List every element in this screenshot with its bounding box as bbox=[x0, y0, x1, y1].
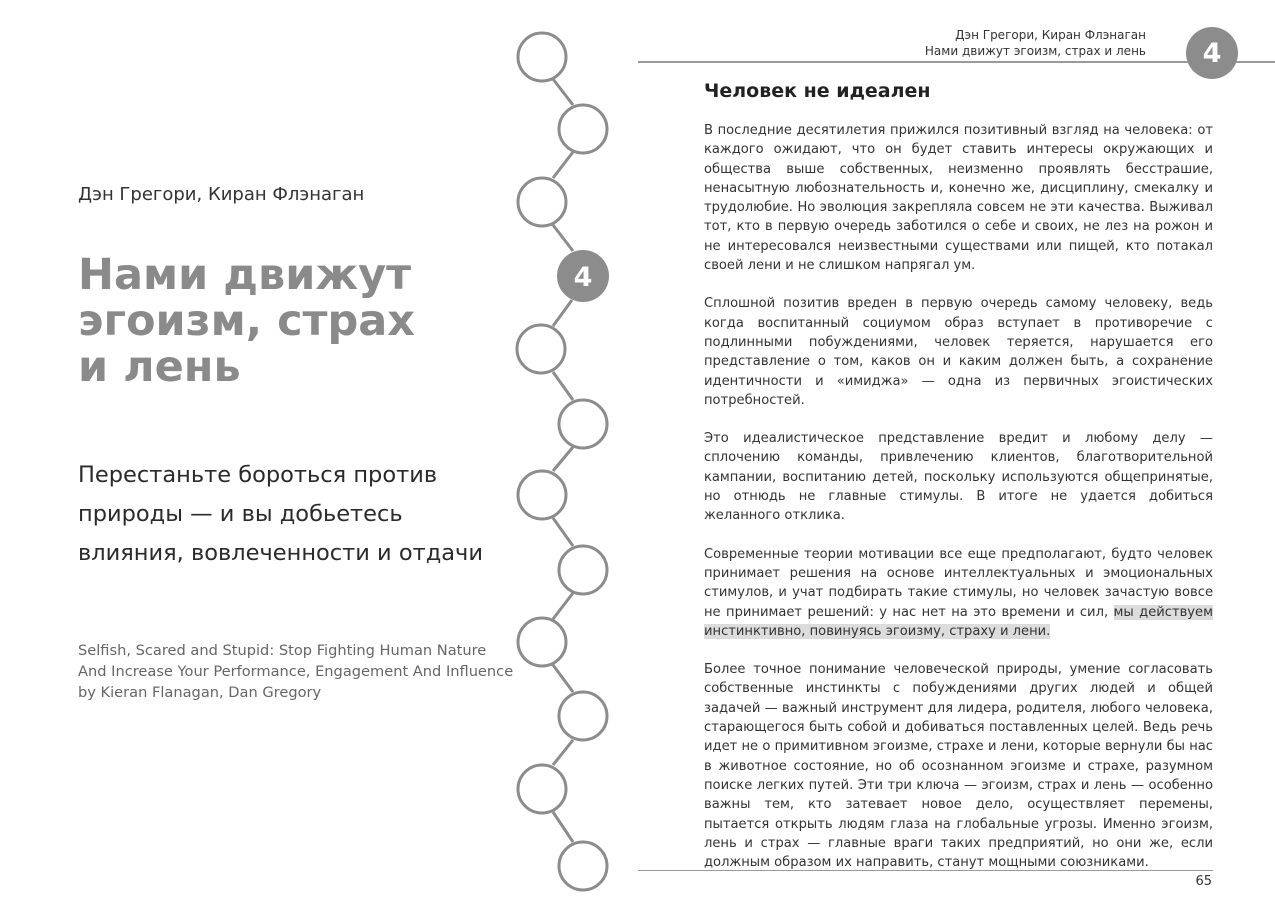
book-title-line: и лень bbox=[78, 342, 241, 392]
chain-link bbox=[553, 152, 573, 178]
subtitle-line: Перестаньте бороться против bbox=[78, 462, 438, 488]
chain-link bbox=[553, 665, 573, 692]
chain-link bbox=[553, 225, 573, 251]
subtitle-line: влияния, вовлеченности и отдачи bbox=[78, 540, 483, 566]
chain-link bbox=[553, 518, 573, 546]
paragraph-text: Современные теории мотивации все еще предполагают, будто человек принимает решения на основе интеллектуальных и эмоциональных стимулов, и учат подбирать такие стимулы, но человек зачастую вовсе не принимает решений: у нас нет на это времени и сил, bbox=[704, 546, 1213, 620]
chain-ring bbox=[518, 178, 566, 226]
chain-ring bbox=[518, 765, 566, 813]
chain-link bbox=[553, 593, 573, 619]
paragraph: Более точное понимание человеческой природы, умение согласовать собственные инстинкты с побуждениями других людей и общей задачей — важный инструмент для лидера, родителя, любого человека, старающегося быть собой и добиваться поставленных целей. Ведь речь идет не о примитивном эгоизме, страхе и лени, которые вернули бы нас в животное состояние, но об осознанном эгоизме и страхе, разумном поиске легких путей. Эти три ключа — эгоизм, страх и лень — особенно важны тем, кто затевает новое дело, осуществляет перемены, пытается открыть людям глаза на глобальные угрозы. Именно эгоизм, лень и страх — главные враги таких предприятий, но они же, если должным образом их направить, станут мощными союзниками. bbox=[704, 662, 1213, 871]
subtitle-line: природы — и вы добьетесь bbox=[78, 501, 403, 527]
original-title-line: Selfish, Scared and Stupid: Stop Fighting Human Nature bbox=[78, 642, 487, 659]
header-rule bbox=[638, 61, 1275, 63]
book-author: Дэн Грегори, Киран Флэнаган bbox=[78, 184, 365, 205]
right-page bbox=[600, 0, 1275, 913]
original-title-line: by Kieran Flanagan, Dan Gregory bbox=[78, 684, 322, 701]
chain-link bbox=[553, 79, 573, 105]
page-number: 65 bbox=[1195, 874, 1212, 889]
original-title-line: And Increase Your Performance, Engagement And Influence bbox=[78, 663, 514, 680]
paragraph: Сплошной позитив вреден в первую очередь самому человеку, ведь когда воспитанный социумом образ вступает в противоречие с подлинными побуждениями, человек теряется, нарушается его представление о том, каков он и каким должен быть, а сохранение идентичности и «имиджа» — одна из первичных эгоистических потребностей. bbox=[704, 296, 1213, 408]
chain-ring bbox=[518, 471, 566, 519]
chain-ring bbox=[518, 618, 566, 666]
paragraph: В последние десятилетия прижился позитивный взгляд на человека: от каждого ожидают, что он будет ставить интересы окружающих и общества выше собственных, неизменно проявлять бесстрашие, ненасытную любознательность и, конечно же, дисциплину, смекалку и трудолюбие. Но эволюция закрепляла совсем не эти качества. Выживал тот, кто в первую очередь заботился о себе и своих, не лез на рожон и не интересовался неизвестными существами или пищей, кто потакал своей лени и не слишком напрягал ум. bbox=[704, 123, 1213, 274]
chain-link bbox=[553, 812, 573, 842]
book-title-line: Нами движут bbox=[78, 250, 412, 300]
chain-link bbox=[553, 740, 573, 765]
chain-chapter-number: 4 bbox=[573, 262, 593, 293]
chapter-number-badge: 4 bbox=[1186, 27, 1238, 79]
running-header-authors: Дэн Грегори, Киран Флэнаган bbox=[955, 28, 1146, 42]
paragraph: Это идеалистическое представление вредит и любому делу — сплочению команды, привлечению клиентов, благотворительной кампании, воспитанию детей, поскольку используются общепринятые, но отнюдь не главные стимулы. В итоге не удается добиться желанного отклика. bbox=[704, 431, 1213, 524]
running-header-title: Нами движут эгоизм, страх и лень bbox=[924, 44, 1146, 58]
chain-link bbox=[553, 300, 572, 326]
chain-link bbox=[553, 447, 573, 471]
highlighted-text: мы действуем инстинктивно, повинуясь эгоизму, страху и лени. bbox=[704, 604, 1213, 639]
chain-link bbox=[553, 372, 573, 400]
book-title-line: эгоизм, страх bbox=[78, 296, 416, 346]
chain-ring bbox=[518, 33, 566, 81]
body-text bbox=[704, 121, 1213, 891]
chain-ring bbox=[517, 325, 565, 373]
footer-rule bbox=[638, 870, 1213, 871]
section-heading: Человек не идеален bbox=[704, 80, 931, 102]
paragraph-with-highlight bbox=[704, 545, 1213, 641]
